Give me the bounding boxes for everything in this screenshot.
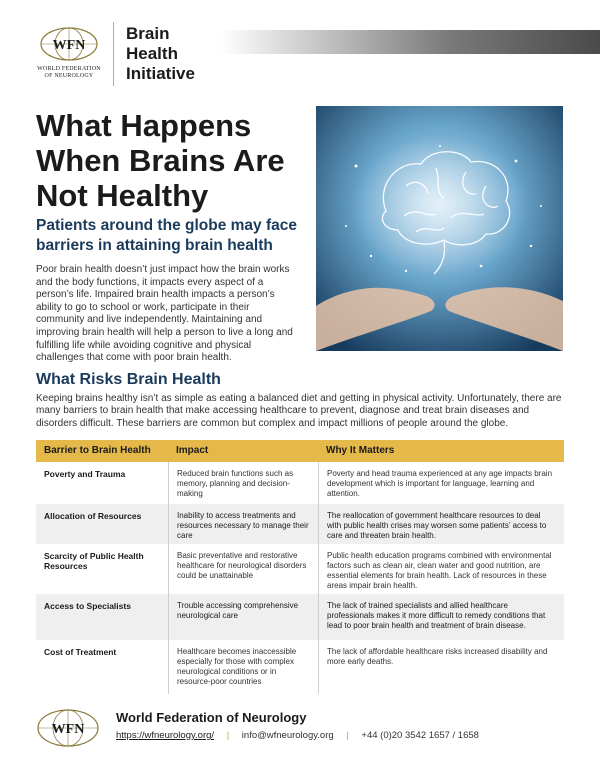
footer-contact	[116, 730, 479, 742]
svg-text:WFN: WFN	[51, 722, 85, 737]
table-row	[36, 462, 564, 504]
column-header-why: Why It Matters	[326, 445, 395, 456]
impact-cell: Healthcare becomes inaccessible especially for those with complex neurological conditions or in resource-poor countries	[168, 640, 318, 694]
separator: |	[226, 730, 230, 741]
table-row	[36, 504, 564, 544]
barrier-cell: Poverty and Trauma	[44, 469, 126, 479]
column-header-impact: Impact	[176, 445, 209, 456]
section-title: What Risks Brain Health	[36, 371, 221, 388]
page-subtitle: Patients around the globe may face barriers in attaining brain health	[36, 217, 297, 254]
website-link[interactable]: https://wfneurology.org/	[116, 730, 215, 741]
table-row	[36, 594, 564, 640]
svg-text:WFN: WFN	[52, 38, 86, 53]
why-cell: The reallocation of government healthcare resources to deal with public health crises may worsen some patients’ access to care and threaten brain health.	[318, 504, 564, 544]
barrier-cell: Scarcity of Public Health Resources	[44, 551, 144, 571]
table-row	[36, 640, 564, 694]
logo-wordmark: WORLD FEDERATION OF NEUROLOGY	[37, 66, 101, 79]
header-gradient-bar	[220, 30, 600, 54]
why-cell: The lack of affordable healthcare risks increased disability and more early deaths.	[318, 640, 564, 694]
column-header-barrier: Barrier to Brain Health	[44, 445, 151, 456]
barrier-cell: Allocation of Resources	[44, 511, 142, 521]
table-row	[36, 544, 564, 594]
wfn-logo	[33, 26, 105, 86]
brain-illustration	[316, 106, 563, 351]
email-link[interactable]: info@wfneurology.org	[241, 730, 334, 741]
page-title: What Happens When Brains Are Not Healthy	[36, 108, 285, 213]
phone-number: +44 (0)20 3542 1657 / 1658	[361, 730, 479, 741]
initiative-title: Brain Health Initiative	[126, 24, 195, 83]
footer-org-name: World Federation of Neurology	[116, 710, 307, 725]
why-cell: Public health education programs combined with environmental factors such as clean air, clean water and good nutrition, are essential elements for brain health. Lack of resources in these areas impair brain health.	[318, 544, 564, 594]
impact-cell: Reduced brain functions such as memory, planning and decision-making	[168, 462, 318, 504]
impact-cell: Basic preventative and restorative healthcare for neurological disorders could be unattainable	[168, 544, 318, 594]
impact-cell: Inability to access treatments and resources necessary to manage their care	[168, 504, 318, 544]
brain-hands-image	[316, 106, 563, 351]
globe-icon	[39, 26, 99, 62]
table-header-row	[36, 440, 564, 462]
header-divider	[113, 22, 114, 86]
footer-globe-icon	[36, 708, 100, 748]
intro-paragraph: Poor brain health doesn’t just impact how the brain works and the body functions, it impacts every aspect of a person’s life. Impaired brain health impacts a person’s ability to go to school or work, participate in their community and live independently. Maintaining and improving brain health will help a person to live a long and fulfilling life while avoiding cognitive and physical challenges that come with poor brain health.	[36, 264, 293, 364]
why-cell: The lack of trained specialists and allied healthcare professionals makes it more difficult to remedy conditions that lead to poor brain health and treatment of brain disease.	[318, 594, 564, 640]
page-header	[0, 0, 600, 100]
section-paragraph: Keeping brains healthy isn’t as simple as eating a balanced diet and getting in physical activity. Unfortunately, there are many barriers to brain health that make accessing healthcare to prevent, diagnose and treat brain diseases and disorders difficult. These barriers are common but complex and impact millions of people around the globe.	[36, 393, 562, 429]
barrier-cell: Cost of Treatment	[44, 647, 117, 657]
why-cell: Poverty and head trauma experienced at any age impacts brain development which is important for language, learning and attention.	[318, 462, 564, 504]
separator: |	[346, 730, 349, 741]
barriers-table	[36, 440, 564, 694]
impact-cell: Trouble accessing comprehensive neurological care	[168, 594, 318, 640]
barrier-cell: Access to Specialists	[44, 601, 131, 611]
